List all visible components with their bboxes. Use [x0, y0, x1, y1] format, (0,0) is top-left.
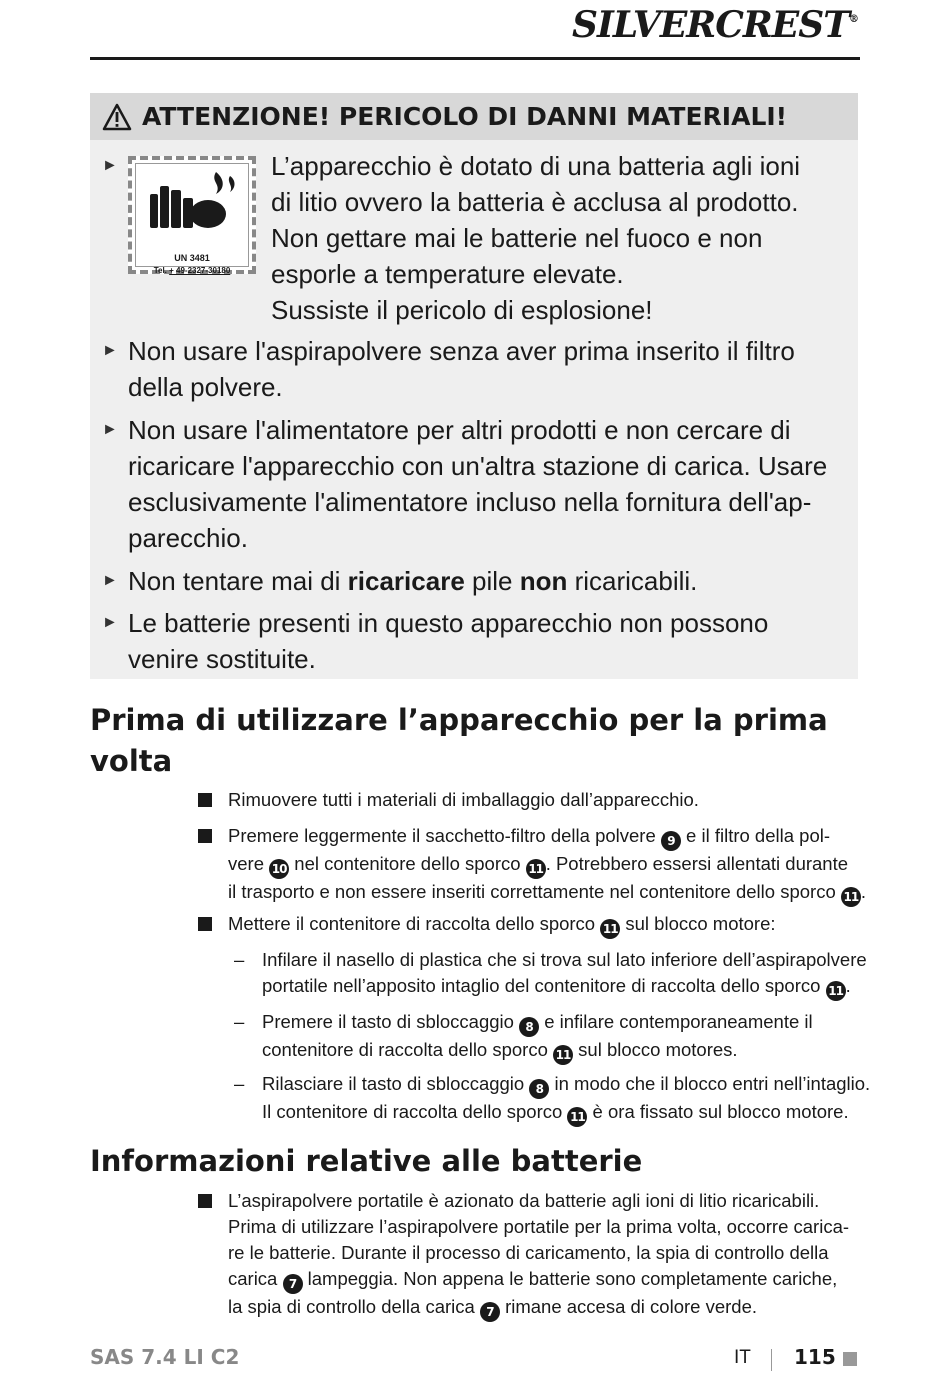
part-number-7-icon: 7: [283, 1274, 303, 1294]
part-number-10-icon: 10: [269, 859, 289, 879]
section-title-batteries: Informazioni relative alle batterie: [90, 1144, 643, 1178]
header-rule: [90, 57, 860, 60]
warning-box: ATTENZIONE! PERICOLO DI DANNI MATERIALI! ► UN 3481 Tel. + 49-2327-30180 L’apparecchio è dotato di una batteria agli ioni di litio ovvero la batteria è acclusa al prodotto. Non gettare mai le batterie nel fuoco e non esporle a temperature elevate. Sussiste il pericolo di esplosione! ► Non usare l'aspirapolvere senza aver prima inserito il filtro della polvere. ► Non usare l'alimentatore per altri prodotti e non cercare di ricaricare l'apparecchio con un'altra stazione di carica. Usare esclusivamente l'alimentatore incluso nella fornitura dell'ap- parecchio. ► Non tentare mai di ricaricare pile non ricaricabili. ► Le batterie presenti in questo apparecchio non possono venire sostituite.: [90, 93, 858, 679]
part-number-9-icon: 9: [661, 831, 681, 851]
footer-square-icon: [843, 1352, 857, 1366]
part-number-11-icon: 11: [600, 919, 620, 939]
bullet-square-icon: [198, 1194, 212, 1208]
part-number-8-icon: 8: [519, 1017, 539, 1037]
part-number-11-icon: 11: [826, 981, 846, 1001]
bullet-arrow-icon: ►: [102, 157, 118, 174]
bullet-arrow-icon: ►: [102, 572, 118, 589]
part-number-11-icon: 11: [526, 859, 546, 879]
part-number-11-icon: 11: [567, 1107, 587, 1127]
warning-header: [90, 93, 858, 140]
bullet-square-icon: [198, 829, 212, 843]
batteries-flame-icon: [146, 168, 242, 238]
un-number: UN 3481: [174, 253, 210, 263]
brand-logo: SILVERCREST®: [572, 4, 858, 46]
part-number-11-icon: 11: [553, 1045, 573, 1065]
label-telephone: Tel. + 49-2327-30180: [153, 266, 231, 275]
part-number-7-icon: 7: [480, 1302, 500, 1322]
warning-triangle-icon: [102, 103, 132, 131]
part-number-8-icon: 8: [529, 1079, 549, 1099]
footer-language: IT: [734, 1347, 751, 1368]
lithium-battery-label-icon: [128, 156, 256, 274]
bullet-arrow-icon: ►: [102, 342, 118, 359]
footer-divider: [771, 1349, 772, 1371]
bullet-arrow-icon: ►: [102, 614, 118, 631]
warning-title: ATTENZIONE! PERICOLO DI DANNI MATERIALI!: [142, 102, 788, 131]
part-number-11-icon: 11: [841, 887, 861, 907]
section-title-first-use: Prima di utilizzare l’apparecchio per la prima volta: [90, 703, 828, 778]
bullet-square-icon: [198, 917, 212, 931]
bullet-square-icon: [198, 793, 212, 807]
page-number: 115: [794, 1345, 836, 1369]
footer-model: SAS 7.4 LI C2: [90, 1345, 240, 1369]
bullet-arrow-icon: ►: [102, 421, 118, 438]
